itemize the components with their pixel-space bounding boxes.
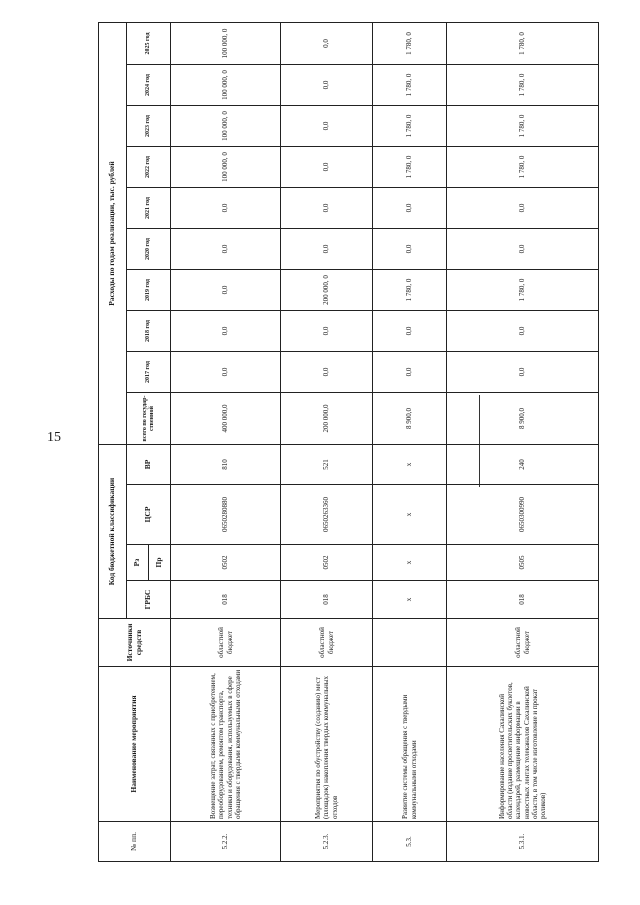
row-name: Возмещение затрат, связанных с приобретением, переоборудованием, ремонтом транспорта, техники и оборудования, используемых в сфере обращения с твердыми коммунальными отходами <box>171 667 281 822</box>
row-year-value: 0,0 <box>281 188 373 229</box>
header-code-group: Код бюджетной классификации <box>99 445 127 619</box>
row-year-value: 100 000, 0 <box>171 106 281 147</box>
header-year: 2019 год <box>127 270 171 311</box>
row-total: 400 000,0 <box>171 393 281 445</box>
row-year-value: 1 780, 0 <box>447 270 599 311</box>
page-number: 15 <box>47 430 61 445</box>
row-source: областной бюджет <box>171 619 281 667</box>
table-row <box>171 22 281 861</box>
table-row <box>281 22 373 861</box>
row-year-value: 0,0 <box>373 229 447 270</box>
row-csr: 0650300990 <box>447 485 599 545</box>
row-grbs: x <box>373 581 447 619</box>
row-total: 8 900,0 <box>447 393 599 445</box>
row-year-value: 1 780, 0 <box>447 65 599 106</box>
row-csr: x <box>373 485 447 545</box>
header-grbs: ГРБС <box>127 581 171 619</box>
row-year-value: 1 780, 0 <box>373 270 447 311</box>
row-year-value: 100 000, 0 <box>171 65 281 106</box>
row-year-value: 1 780, 0 <box>373 106 447 147</box>
row-year-value: 0,0 <box>171 270 281 311</box>
row-num: 5.3.1. <box>447 822 599 862</box>
row-year-value: 0,0 <box>281 65 373 106</box>
row-year-value: 100 000, 0 <box>171 147 281 188</box>
header-name: Наименование мероприятия <box>99 667 171 822</box>
row-source: областной бюджет <box>447 619 599 667</box>
row-name: Мероприятия по обустройству (созданию) мест (площадок) накопления твердых коммунальных отходов <box>281 667 373 822</box>
header-total: всего по государ-ственной <box>127 393 171 445</box>
row-year-value: 1 780, 0 <box>373 147 447 188</box>
header-source: Источники средств <box>99 619 171 667</box>
header-vr: ВР <box>127 445 171 485</box>
row-year-value: 1 780, 0 <box>447 106 599 147</box>
table-row <box>373 22 447 861</box>
row-year-value: 0,0 <box>171 311 281 352</box>
header-csr: ЦСР <box>127 485 171 545</box>
row-grbs: 018 <box>171 581 281 619</box>
row-total: 200 000,0 <box>281 393 373 445</box>
row-num: 5.2.2. <box>171 822 281 862</box>
rotated-table-wrapper <box>98 22 598 862</box>
row-year-value: 0,0 <box>447 229 599 270</box>
row-year-value: 0,0 <box>281 352 373 393</box>
row-year-value: 1 780, 0 <box>373 22 447 64</box>
row-source: областной бюджет <box>281 619 373 667</box>
header-year: 2025 год <box>127 22 171 64</box>
row-num: 5.2.3. <box>281 822 373 862</box>
header-pr: Пр <box>149 545 171 581</box>
row-year-value: 1 780, 0 <box>447 147 599 188</box>
row-source <box>373 619 447 667</box>
header-year: 2017 год <box>127 352 171 393</box>
row-num: 5.3. <box>373 822 447 862</box>
row-year-value: 0,0 <box>281 229 373 270</box>
row-year-value: 1 780, 0 <box>373 65 447 106</box>
row-year-value: 0,0 <box>281 106 373 147</box>
row-year-value: 1 780, 0 <box>447 22 599 64</box>
row-year-value: 200 000, 0 <box>281 270 373 311</box>
header-rz: Рз <box>127 545 149 581</box>
row-year-value: 0,0 <box>373 311 447 352</box>
header-expenses-group: Расходы по годам реализации, тыс. рублей <box>99 22 127 444</box>
row-year-value: 0,0 <box>447 311 599 352</box>
header-num: № пп. <box>99 822 171 862</box>
row-vr: 240 <box>447 445 599 485</box>
row-rzpr: 0502 <box>171 545 281 581</box>
row-rzpr: x <box>373 545 447 581</box>
row-rzpr: 0505 <box>447 545 599 581</box>
table-row <box>447 22 599 861</box>
row-year-value: 0,0 <box>281 22 373 64</box>
budget-table <box>98 22 599 862</box>
row-year-value: 0,0 <box>281 147 373 188</box>
row-csr: 0650263360 <box>281 485 373 545</box>
row-grbs: 018 <box>447 581 599 619</box>
row-rzpr: 0502 <box>281 545 373 581</box>
row-year-value: 0,0 <box>447 352 599 393</box>
row-csr: 0650280880 <box>171 485 281 545</box>
row-year-value: 0,0 <box>171 229 281 270</box>
header-year: 2022 год <box>127 147 171 188</box>
header-year: 2023 год <box>127 106 171 147</box>
header-year: 2024 год <box>127 65 171 106</box>
row-year-value: 0,0 <box>171 188 281 229</box>
row-year-value: 0,0 <box>447 188 599 229</box>
header-year: 2021 год <box>127 188 171 229</box>
row-name: Развитие системы обращения с твердыми коммунальными отходами <box>373 667 447 822</box>
row-year-value: 0,0 <box>373 352 447 393</box>
row-year-value: 0,0 <box>281 311 373 352</box>
row-vr: 521 <box>281 445 373 485</box>
header-year: 2020 год <box>127 229 171 270</box>
row-total: 8 900,0 <box>373 393 447 445</box>
header-year: 2018 год <box>127 311 171 352</box>
row-vr: 810 <box>171 445 281 485</box>
row-vr: x <box>373 445 447 485</box>
row-year-value: 100 000, 0 <box>171 22 281 64</box>
row-name: Информирование населения Сахалинской области (издание просветительских буклетов, календарей, размещение информации в новостных лентах телеканалов Сахалинской области, в том числе изготовление и прокат роликов) <box>447 667 599 822</box>
row-year-value: 0,0 <box>171 352 281 393</box>
row-year-value: 0,0 <box>373 188 447 229</box>
row-grbs: 018 <box>281 581 373 619</box>
